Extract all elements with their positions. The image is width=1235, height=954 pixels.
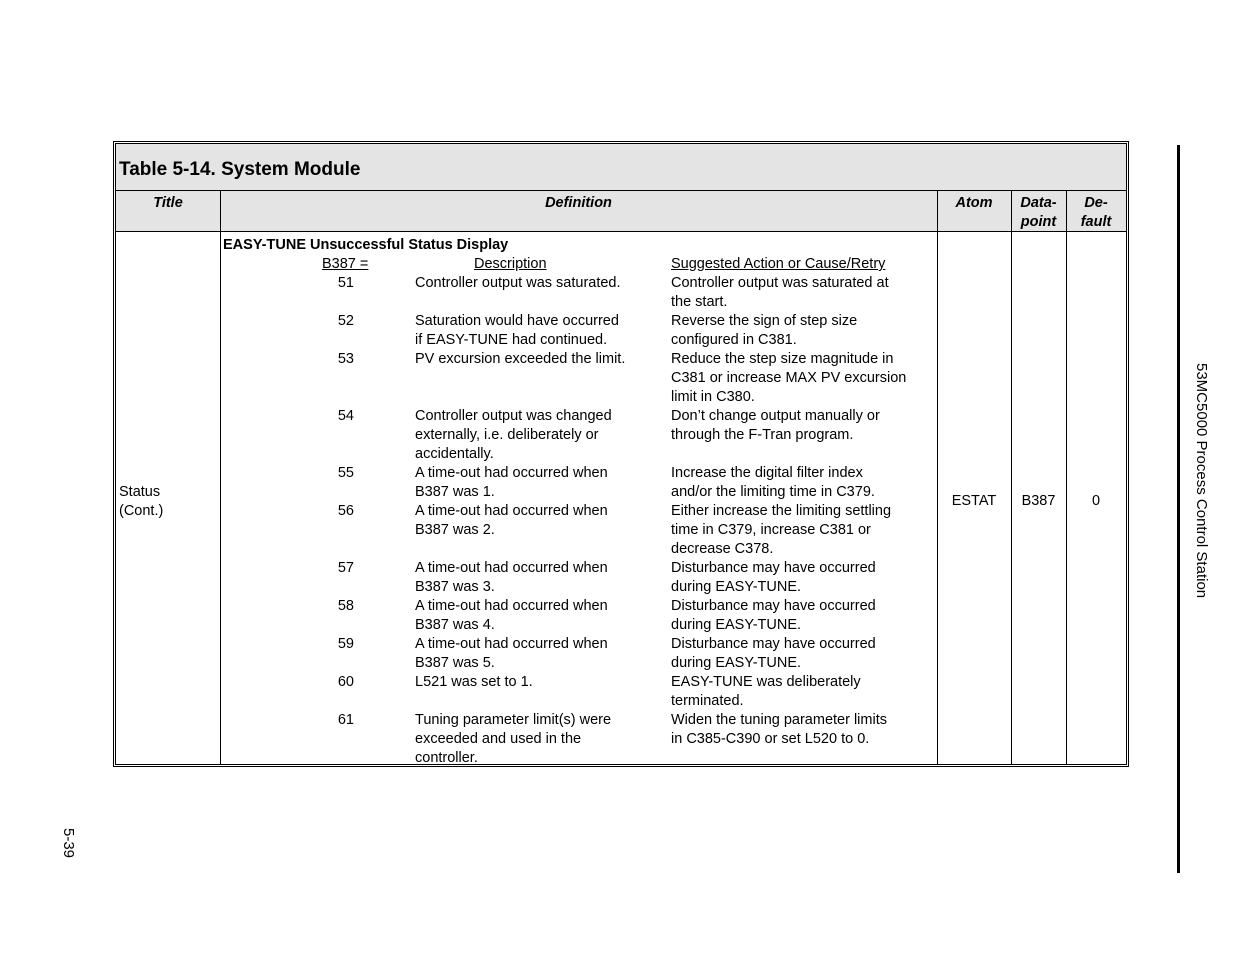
entry-description-line: controller. (415, 750, 478, 766)
entry-code: 53 (337, 351, 354, 367)
entry-description (415, 312, 619, 350)
entry-description-line: B387 was 4. (415, 617, 495, 633)
entry-action-line: decrease C378. (671, 541, 774, 557)
entry-action (671, 559, 876, 597)
side-rule (1177, 145, 1180, 873)
entry-description (415, 464, 608, 502)
entry-description-line: B387 was 1. (415, 484, 495, 500)
entry-action-line: Widen the tuning parameter limits (671, 712, 887, 728)
entry-action-line: Disturbance may have occurred (671, 598, 876, 614)
subheader-action: Suggested Action or Cause/Retry (671, 256, 886, 272)
header-datapoint (1011, 194, 1066, 232)
entry-description (415, 559, 608, 597)
entry-action (671, 274, 889, 312)
entry-action (671, 464, 875, 502)
entry-description-line: A time-out had occurred when (415, 560, 608, 576)
entry-action (671, 350, 906, 407)
entry-description (415, 502, 608, 540)
row-title-line1: Status (119, 484, 161, 500)
header-title: Title (153, 195, 183, 211)
header-row (116, 191, 1126, 232)
entry-code: 60 (337, 674, 354, 690)
entry-action-line: Disturbance may have occurred (671, 560, 876, 576)
entry-action-line: configured in C381. (671, 332, 797, 348)
entry-code: 51 (337, 275, 354, 291)
header-default-line2: fault (1080, 214, 1112, 230)
table-caption: Table 5-14. System Module (119, 159, 361, 180)
system-module-table (113, 141, 1129, 767)
entry-action-line: Increase the digital filter index (671, 465, 863, 481)
entry-description-line: Controller output was changed (415, 408, 612, 424)
entry-description-line: accidentally. (415, 446, 494, 462)
entry-description (415, 673, 533, 692)
entry-description-line: externally, i.e. deliberately or (415, 427, 599, 443)
entry-description-line: B387 was 2. (415, 522, 495, 538)
row-datapoint: B387 (1021, 493, 1056, 509)
entry-action (671, 597, 876, 635)
entry-action-line: limit in C380. (671, 389, 755, 405)
entry-description-line: Saturation would have occurred (415, 313, 619, 329)
entry-description-line: A time-out had occurred when (415, 636, 608, 652)
entry-description-line: A time-out had occurred when (415, 465, 608, 481)
entry-description (415, 635, 608, 673)
entry-code: 52 (337, 313, 354, 329)
entry-code: 61 (337, 712, 354, 728)
column-divider (1066, 191, 1067, 764)
entry-description (415, 350, 625, 369)
entry-action (671, 673, 861, 711)
entry-code: 55 (337, 465, 354, 481)
column-divider (1011, 191, 1012, 764)
entry-action-line: during EASY-TUNE. (671, 655, 802, 671)
entry-action-line: Controller output was saturated at (671, 275, 889, 291)
header-datapoint-line2: point (1020, 214, 1057, 230)
entry-action-line: EASY-TUNE was deliberately (671, 674, 861, 690)
page-number: 5-39 (60, 828, 77, 859)
entry-description (415, 274, 621, 293)
entry-action-line: C381 or increase MAX PV excursion (671, 370, 907, 386)
entry-action-line: Reduce the step size magnitude in (671, 351, 894, 367)
entry-description-line: A time-out had occurred when (415, 598, 608, 614)
entry-action-line: time in C379, increase C381 or (671, 522, 871, 538)
row-title-line2: (Cont.) (119, 503, 164, 519)
entry-action (671, 635, 876, 673)
entry-code: 57 (337, 560, 354, 576)
entry-description-line: Controller output was saturated. (415, 275, 621, 291)
entry-action-line: Either increase the limiting settling (671, 503, 892, 519)
entry-action (671, 502, 891, 559)
header-datapoint-line1: Data- (1020, 195, 1057, 211)
entry-action (671, 711, 887, 749)
entry-description (415, 597, 608, 635)
header-atom: Atom (955, 195, 993, 211)
entry-description-line: if EASY-TUNE had continued. (415, 332, 608, 348)
entry-code: 54 (337, 408, 354, 424)
entry-description-line: B387 was 3. (415, 579, 495, 595)
entry-description-line: L521 was set to 1. (415, 674, 533, 690)
header-definition: Definition (545, 195, 612, 211)
entry-code: 58 (337, 598, 354, 614)
entry-action (671, 407, 880, 445)
entry-action-line: the start. (671, 294, 728, 310)
subheader-description: Description (474, 256, 547, 272)
entry-description-line: Tuning parameter limit(s) were (415, 712, 612, 728)
table-caption-bar (116, 144, 1126, 191)
entry-action-line: in C385-C390 or set L520 to 0. (671, 731, 870, 747)
entry-action-line: during EASY-TUNE. (671, 579, 802, 595)
row-default: 0 (1091, 493, 1101, 509)
side-label: 53MC5000 Process Control Station (1193, 363, 1210, 599)
entry-description (415, 407, 612, 464)
entry-code: 56 (337, 503, 354, 519)
entry-action-line: during EASY-TUNE. (671, 617, 802, 633)
entry-action-line: Disturbance may have occurred (671, 636, 876, 652)
entry-action-line: Reverse the sign of step size (671, 313, 858, 329)
entry-description-line: B387 was 5. (415, 655, 495, 671)
entry-action-line: through the F-Tran program. (671, 427, 854, 443)
entry-action-line: and/or the limiting time in C379. (671, 484, 875, 500)
header-default (1066, 194, 1126, 232)
entry-description-line: A time-out had occurred when (415, 503, 608, 519)
entry-action-line: Don’t change output manually or (671, 408, 880, 424)
entry-code: 59 (337, 636, 354, 652)
column-divider (220, 191, 221, 764)
row-atom: ESTAT (951, 493, 997, 509)
entry-description (415, 711, 611, 768)
section-heading: EASY-TUNE Unsuccessful Status Display (223, 237, 509, 253)
entry-action-line: terminated. (671, 693, 744, 709)
entry-action (671, 312, 857, 350)
subheader-code: B387 = (322, 256, 369, 272)
row-title-cell (119, 483, 163, 521)
entry-description-line: exceeded and used in the (415, 731, 582, 747)
column-divider (937, 191, 938, 764)
header-default-line1: De- (1084, 195, 1108, 211)
entry-description-line: PV excursion exceeded the limit. (415, 351, 626, 367)
